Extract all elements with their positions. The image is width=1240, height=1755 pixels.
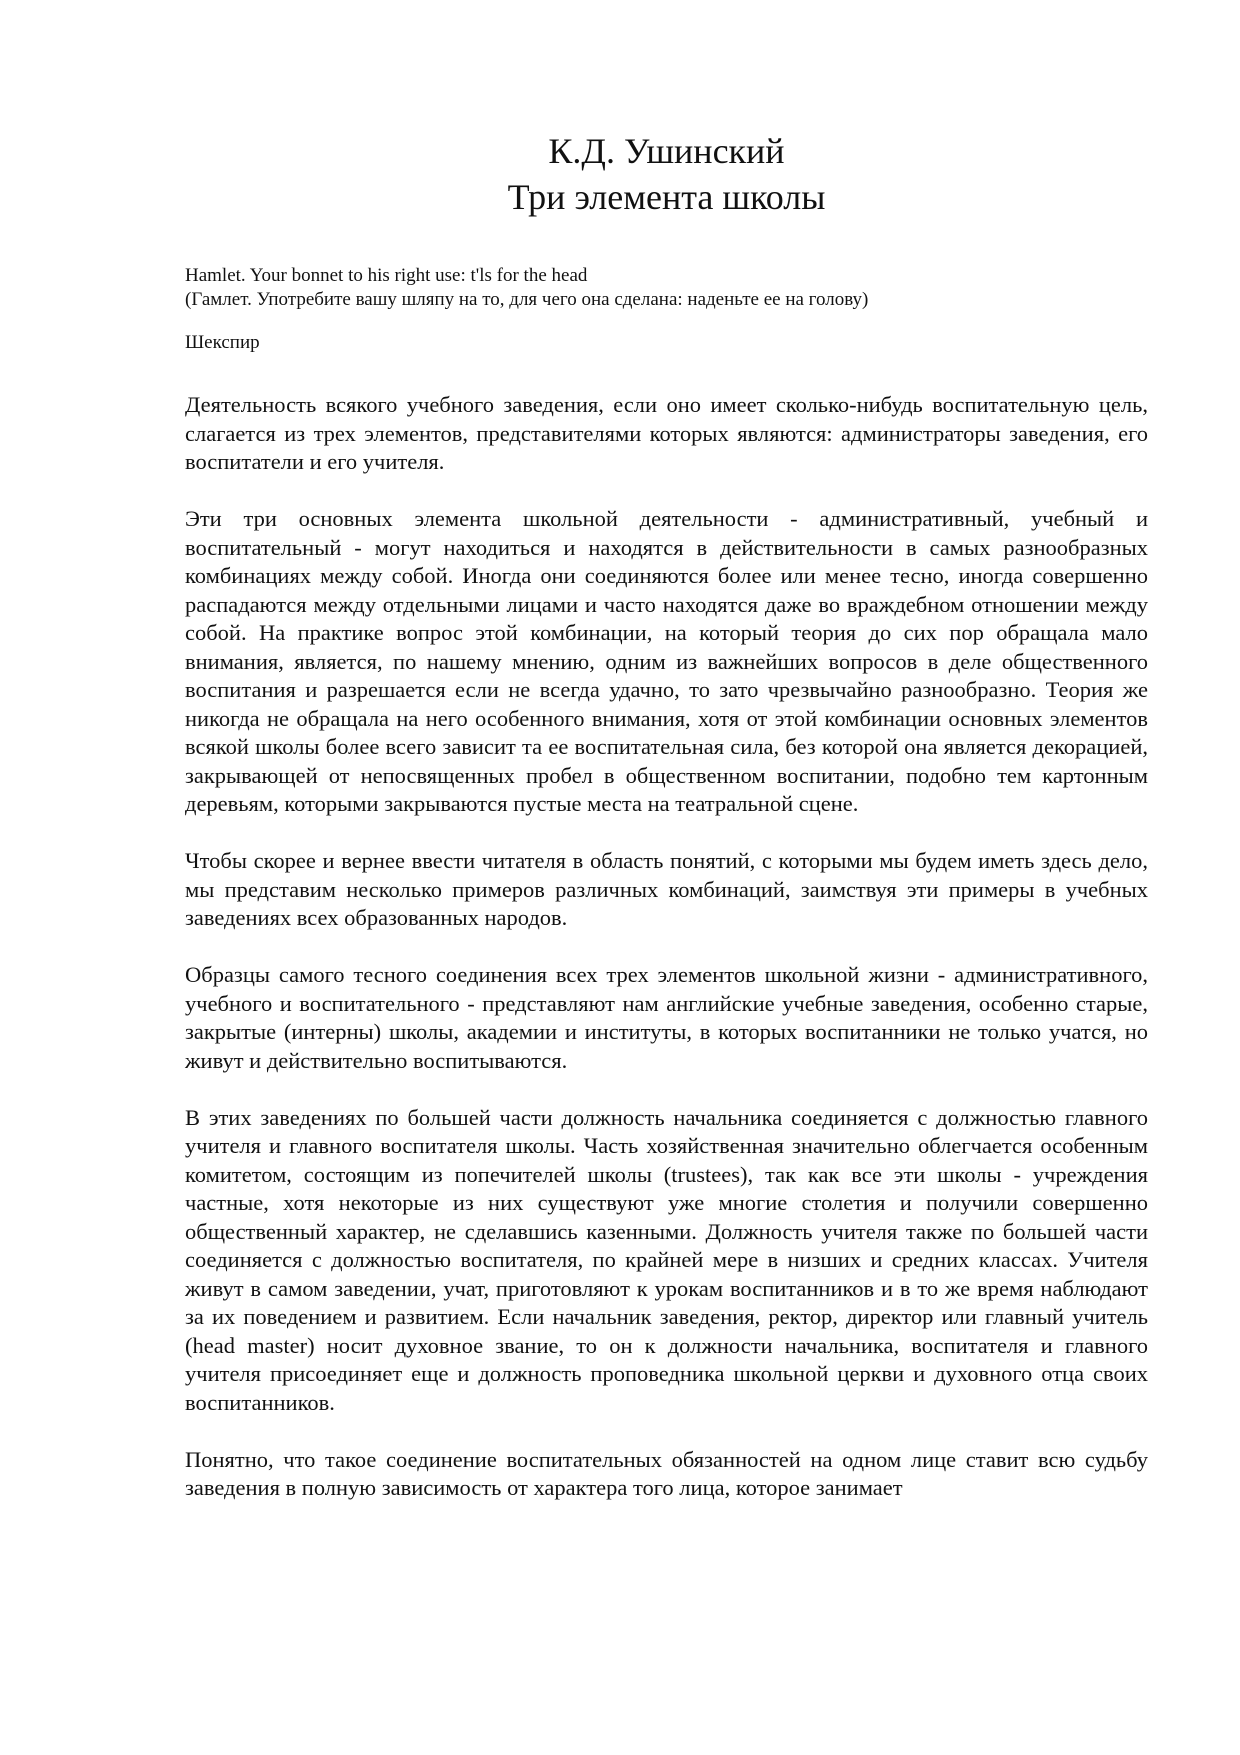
paragraph-5: В этих заведениях по большей части должность начальника соединяется с должностью главного учителя и главного воспитателя школы. Часть хозяйственная значительно облегчается особенным комитетом, состоящим из попечителей школы (trustees), так как все эти школы - учреждения частные, хотя некоторые из них существуют уже многие столетия и получили совершенно общественный характер, не сделавшись казенными. Должность учителя также по большей части соединяется с должностью воспитателя, по крайней мере в низших и средних классах. Учителя живут в самом заведении, учат, приготовляют к урокам воспитанников и в то же время наблюдают за их поведением и развитием. Если начальник заведения, ректор, директор или главный учитель (head master) носит духовное звание, то он к должности начальника, воспитателя и главного учителя присоединяет еще и должность проповедника школьной церкви и духовного отца своих воспитанников.	[185, 1104, 1148, 1415]
paragraph-4: Образцы самого тесного соединения всех трех элементов школьной жизни - административного, учебного и воспитательного - представляют нам английские учебные заведения, особенно старые, закрытые (интерны) школы, академии и институты, в которых воспитанники не только учатся, но живут и действительно воспитываются.	[185, 962, 1148, 1073]
paragraph-3: Чтобы скорее и вернее ввести читателя в область понятий, с которыми мы будем иметь здесь дело, мы представим несколько примеров различных комбинаций, заимствуя эти примеры в учебных заведениях всех образованных народов.	[185, 848, 1148, 930]
epigraph-author: Шекспир	[185, 332, 260, 353]
author-title: К.Д. Ушинский	[548, 131, 785, 171]
epigraph-english: Hamlet. Your bonnet to his right use: t'ls for the head	[185, 265, 588, 286]
work-title: Три элемента школы	[507, 177, 826, 217]
paragraph-2: Эти три основных элемента школьной деятельности - административный, учебный и воспитательный - могут находиться и находятся в действительности в самых разнообразных комбинациях между собой. Иногда они соединяются более или менее тесно, иногда совершенно распадаются между отдельными лицами и часто находятся даже во враждебном отношении между собой. На практике вопрос этой комбинации, на который теория до сих пор обращала мало внимания, является, по нашему мнению, одним из важнейших вопросов в деле общественного воспитания и разрешается если не всегда удачно, то зато чрезвычайно разнообразно. Теория же никогда не обращала на него особенного внимания, хотя от этой комбинации основных элементов всякой школы более всего зависит та ее воспитательная сила, без которой она является декорацией, закрывающей от непосвященных пробел в общественном воспитании, подобно тем картонным деревьям, которыми закрываются пустые места на театральной сцене.	[185, 506, 1148, 816]
epigraph-russian: (Гамлет. Употребите вашу шляпу на то, для чего она сделана: наденьте ее на голову)	[185, 289, 869, 310]
paragraph-1: Деятельность всякого учебного заведения, если оно имеет сколько-нибудь воспитательную цель, слагается из трех элементов, представителями которых являются: администраторы заведения, его воспитатели и его учителя.	[185, 392, 1148, 474]
paragraph-6: Понятно, что такое соединение воспитательных обязанностей на одном лице ставит всю судьбу заведения в полную зависимость от характера того лица, которое занимает	[185, 1446, 1148, 1500]
title-block	[185, 128, 1148, 220]
epigraph	[185, 264, 1148, 312]
